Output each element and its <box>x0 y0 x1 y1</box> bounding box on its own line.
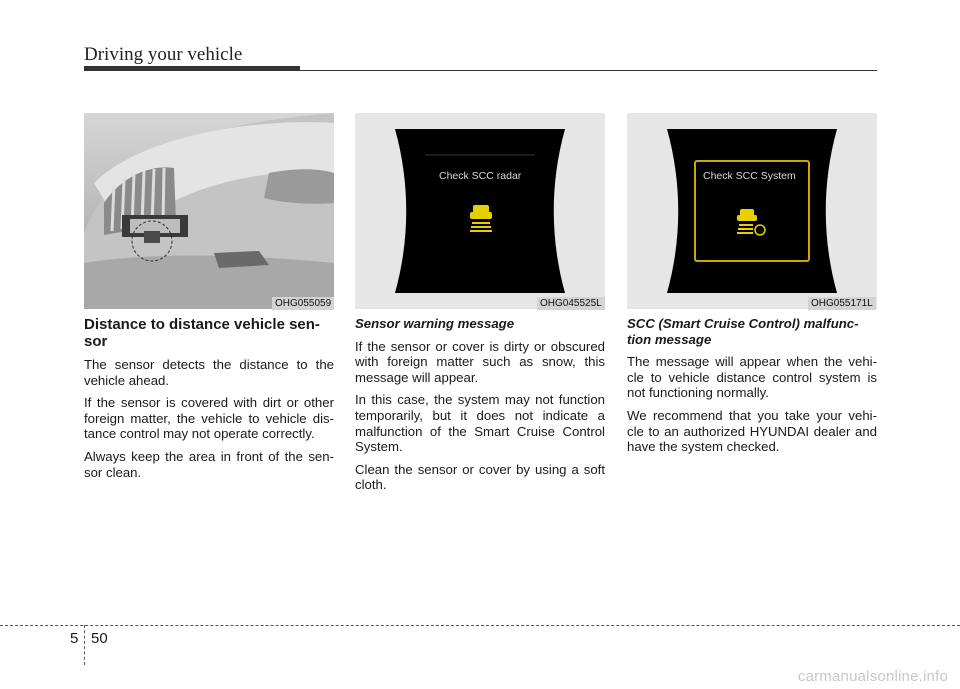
section-heading: Sensor warning message <box>355 316 515 331</box>
cluster-display <box>627 113 877 309</box>
page-number: 50 <box>91 630 108 647</box>
watermark[interactable]: carmanualsonline.info <box>797 668 948 685</box>
figure-code-1: OHG055059 <box>272 297 334 310</box>
figure-sensor-warning-display <box>355 113 605 309</box>
cluster-display <box>355 113 605 309</box>
section-heading: Distance to distance vehicle sen-sor <box>84 316 320 350</box>
display-message: Check SCC radar <box>439 170 522 182</box>
header-rule-thin <box>84 70 877 71</box>
chapter-number: 5 <box>70 630 79 647</box>
figure-car-front <box>84 113 334 309</box>
paragraph: In this case, the system may not function temporarily, but it does not indicate a malfunction of the Smart Cruise Control System. <box>355 392 605 455</box>
paragraph: If the sensor is covered with dirt or other foreign matter, the vehicle to vehicle dis-tance control may not operate correctly. <box>84 395 334 442</box>
column-sensor-warning <box>355 316 605 500</box>
column-scc-malfunction <box>627 316 877 462</box>
paragraph: The message will appear when the vehi-cle to vehicle distance control system is not functioning normally. <box>627 354 877 401</box>
scc-radar-warning-icon <box>470 205 492 232</box>
figure-code-2: OHG045525L <box>537 297 605 310</box>
footer-rule <box>0 625 960 626</box>
figure-code-3: OHG055171L <box>808 297 876 310</box>
page-header-title: Driving your vehicle <box>84 44 243 65</box>
paragraph: Always keep the area in front of the sen-sor clean. <box>84 448 334 480</box>
paragraph: The sensor detects the distance to the vehicle ahead. <box>84 357 334 388</box>
car-front-illustration <box>84 113 334 309</box>
figure-scc-system-display <box>627 113 877 309</box>
paragraph: Clean the sensor or cover by using a soft cloth. <box>355 461 605 493</box>
section-heading: SCC (Smart Cruise Control) malfunc-tion message <box>627 316 859 347</box>
column-distance-sensor <box>84 316 334 487</box>
display-message: Check SCC System <box>703 170 796 182</box>
paragraph: We recommend that you take your vehi-cle to an authorized HYUNDAI dealer and have the system checked. <box>627 407 877 455</box>
footer-divider <box>84 625 85 665</box>
paragraph: If the sensor or cover is dirty or obscured with foreign matter such as snow, this message will appear. <box>355 338 605 385</box>
